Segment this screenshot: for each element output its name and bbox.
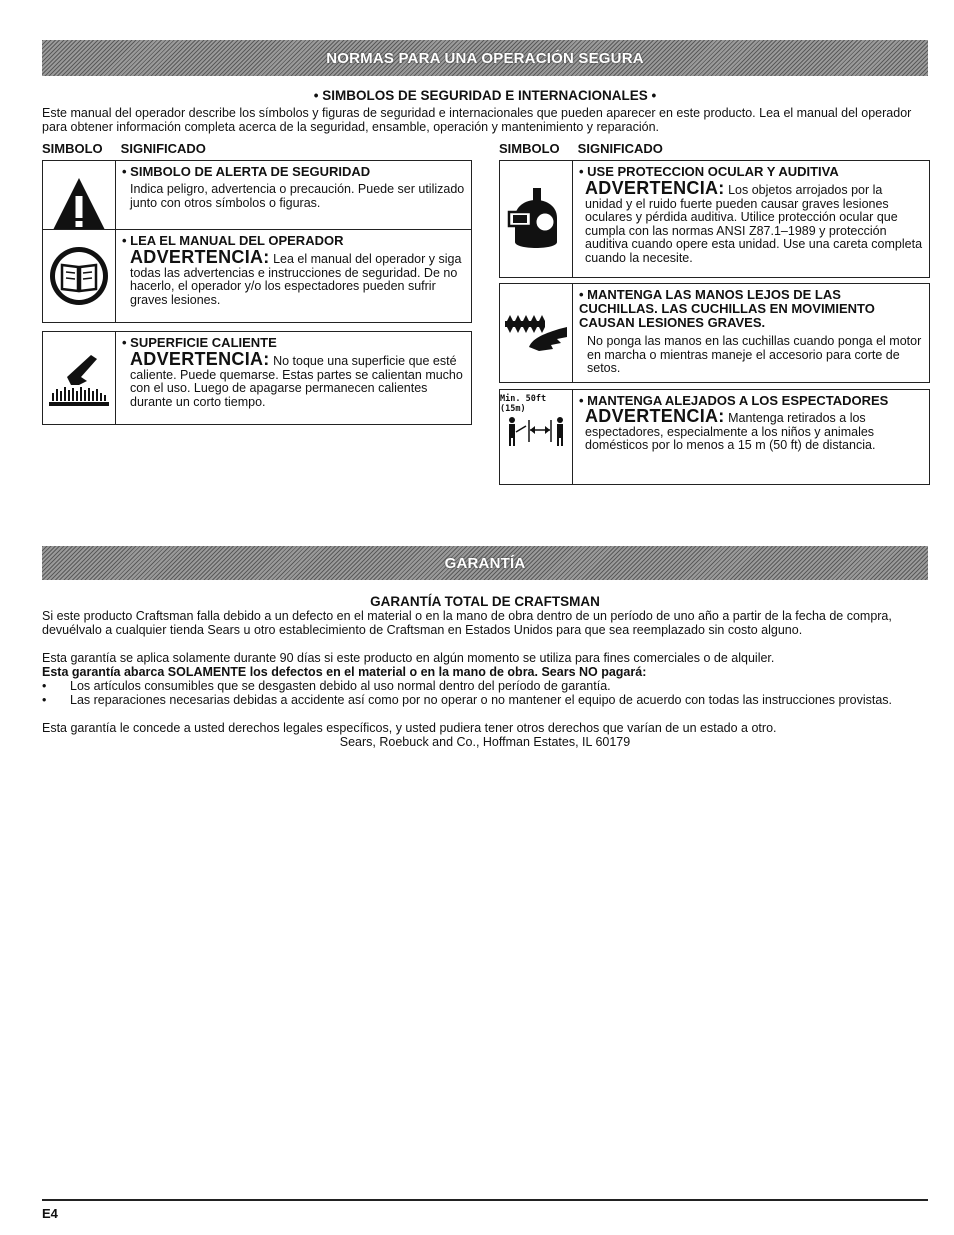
warranty-bullet: • Los artículos consumibles que se desgasten debido al uso normal dentro del período de garantía. [42,679,611,693]
safety-subtitle: • SIMBOLOS DE SEGURIDAD E INTERNACIONALES • [313,88,657,103]
col-symbol-label: SIMBOLO [499,141,560,156]
col-meaning-label: SIGNIFICADO [120,141,206,156]
box-text: No ponga las manos en las cuchillas cuando ponga el motor en marcha o mientras maneje el accesorio para corte de setos. [587,334,922,375]
safety-banner-title: NORMAS PARA UNA OPERACIÓN SEGURA [326,50,644,67]
warranty-paragraph-2: Esta garantía se aplica solamente durante 90 días si este producto en algún momento se utiliza para fines comerciales o de alquiler. [42,651,775,665]
box-text: Indica peligro, advertencia o precaución. Puede ser utilizado junto con otros símbolos o figuras. [130,182,465,210]
warranty-banner [42,546,928,580]
safety-box-bystanders [499,389,930,485]
advertencia-label: ADVERTENCIA: [585,178,725,198]
bullet-text: Las reparaciones necesarias debidas a accidente así como por no operar o no mantener el equipo de acuerdo con todas las instrucciones provistas. [70,693,893,707]
warranty-paragraph-1: Si este producto Craftsman falla debido a un defecto en el material o en la mano de obra dentro de un período de uno año a partir de la fecha de compra, devuélvalo a cualquier tienda Sears u otro establecimiento de Craftsman en Estados Unidos para que sea reemplazado sin costo alguno. [42,609,892,637]
safety-intro: Este manual del operador describe los símbolos y figuras de seguridad e internacionales que pueden aparecer en este producto. Lea el manual del operador para obtener información completa acerca de la seguridad, ensamble, operación y mantenimiento y reparación. [42,106,912,134]
safety-banner [42,40,928,76]
col-symbol-label: SIMBOLO [42,141,103,156]
advertencia-label: ADVERTENCIA: [130,247,270,267]
box-text: Mantenga retirados a los espectadores, especialmente a los niños y animales domésticos por lo menos a 15 m (50 ft) de distancia. [585,411,876,452]
col-meaning-label: SIGNIFICADO [577,141,663,156]
box-text: Lea el manual del operador y siga todas las advertencias e instrucciones de seguridad. De no hacerlo, el operador y/o los espectadores pueden sufrir graves lesiones. [130,252,462,307]
box-title: • MANTENGA ALEJADOS A LOS ESPECTADORES [579,393,889,408]
safety-box-eye-ear [499,160,930,278]
box-title: • LEA EL MANUAL DEL OPERADOR [122,233,344,248]
warranty-subtitle: GARANTÍA TOTAL DE CRAFTSMAN [370,594,600,609]
box-title: • MANTENGA LAS MANOS LEJOS DE LAS CUCHILLAS. LAS CUCHILLAS EN MOVIMIENTO CAUSAN LESIONES GRAVES. [579,287,875,330]
warranty-banner-title: GARANTÍA [444,555,526,572]
warranty-address: Sears, Roebuck and Co., Hoffman Estates, IL 60179 [339,735,631,749]
warranty-paragraph-4: Esta garantía le concede a usted derechos legales específicos, y usted pudiera tener otros derechos que varían de un estado a otro. [42,721,777,735]
hot-surface-icon [43,332,116,424]
warranty-bullet: • Las reparaciones necesarias debidas a accidente así como por no operar o no mantener el equipo de acuerdo con todas las instrucciones provistas. [42,693,893,707]
hand-blade-icon [500,284,573,382]
footer-divider [42,1199,928,1201]
advertencia-label: ADVERTENCIA: [585,406,725,426]
page-number: E4 [42,1206,58,1221]
eye-ear-protection-icon [500,161,573,277]
warranty-paragraph-3: Esta garantía abarca SOLAMENTE los defectos en el material o en la mano de obra. Sears NO pagará: [42,665,647,679]
bystander-distance-icon [500,390,573,484]
safety-box-manual [42,229,472,323]
right-column-header [499,141,663,156]
box-text: Los objetos arrojados por la unidad y el ruido fuerte pueden causar graves lesiones oculares y pérdida auditiva. Utilice protección ocular que cumpla con las normas ANSI Z87.1–1989 y protección auditiva cuando opere esta unidad. Use una careta completa cuando la necesite. [585,183,923,265]
left-column-header [42,141,206,156]
box-text: No toque una superficie que esté caliente. Puede quemarse. Estas partes se calientan mucho con el uso. Luego de apagarse permanecen calientes durante un corto tiempo. [130,354,463,409]
box-title: • USE PROTECCION OCULAR Y AUDITIVA [579,164,839,179]
read-manual-icon [43,230,116,322]
box-title: • SIMBOLO DE ALERTA DE SEGURIDAD [122,164,371,179]
safety-box-blades [499,283,930,383]
advertencia-label: ADVERTENCIA: [130,349,270,369]
bullet-text: Los artículos consumibles que se desgasten debido al uso normal dentro del período de garantía. [70,679,611,693]
box-title: • SUPERFICIE CALIENTE [122,335,277,350]
distance-label: Min. 50ft (15m) [500,394,547,414]
safety-box-hot-surface [42,331,472,425]
